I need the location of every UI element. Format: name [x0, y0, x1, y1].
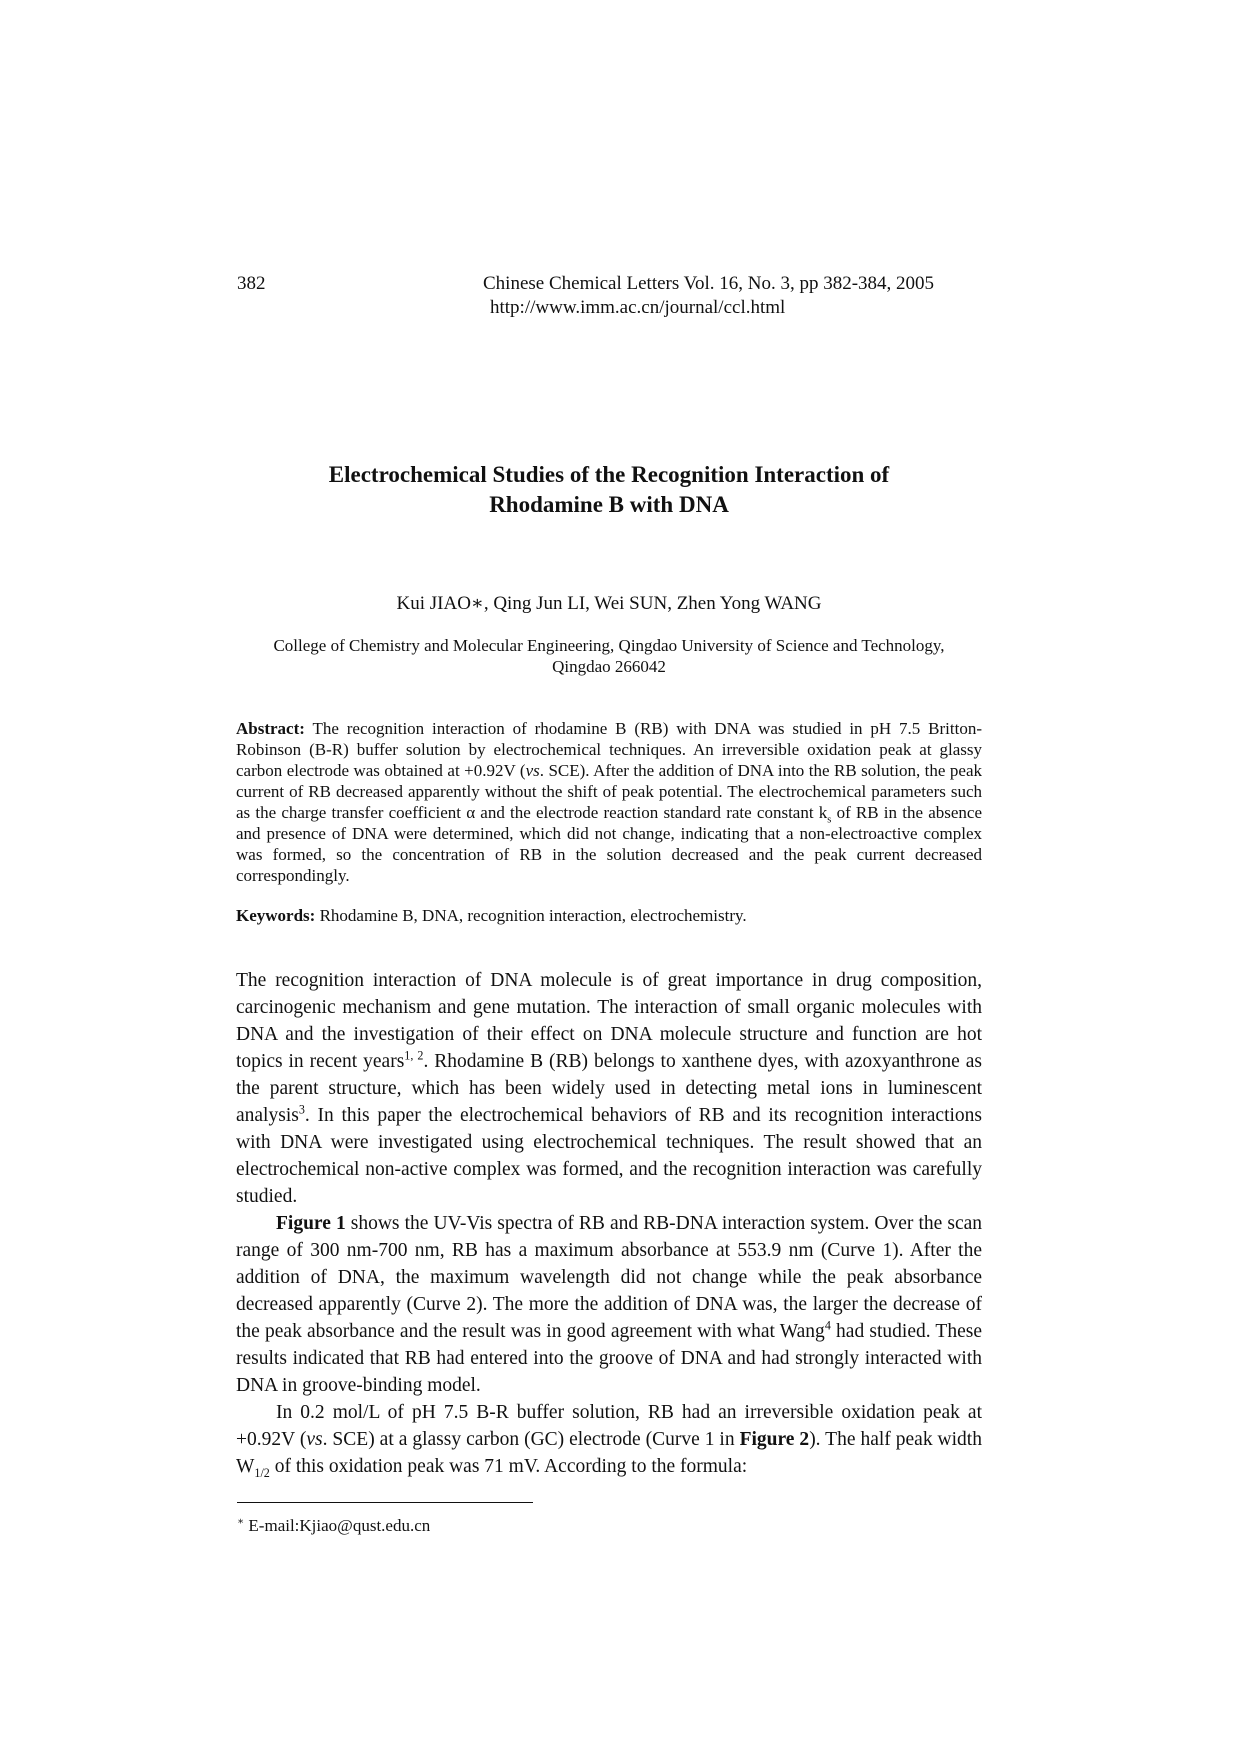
page-number: 382 — [237, 273, 266, 294]
p2-text-2: had studied. These results indicated that RB had entered into the groove of DNA and had strongly interacted with DNA in groove-binding model. — [236, 1321, 982, 1396]
author-list: Kui JIAO∗, Qing Jun LI, Wei SUN, Zhen Yong WANG — [396, 593, 822, 614]
keywords — [236, 905, 982, 926]
abstract-text: The recognition interaction of rhodamine B (RB) with DNA was studied in pH 7.5 Britton-Robinson (B-R) buffer solution by electrochemical techniques. An irreversible oxidation peak at glassy carbon electrode was obtained at +0.92V ( — [236, 719, 982, 780]
journal-url: http://www.imm.ac.cn/journal/ccl.html — [490, 297, 786, 318]
p3-text-3: ). The half peak width W — [236, 1429, 982, 1477]
footnote — [237, 1515, 430, 1537]
footnote-mark: ∗ — [237, 1516, 245, 1528]
p3-text-2: . SCE) at a glassy carbon (GC) electrode (Curve 1 in — [322, 1429, 740, 1450]
title-line-1: Electrochemical Studies of the Recognition Interaction of — [328, 462, 890, 487]
affiliation-line-2: Qingdao 266042 — [552, 657, 666, 676]
keywords-text: Rhodamine B, DNA, recognition interaction, electrochemistry. — [315, 906, 747, 925]
paper-title — [236, 460, 982, 520]
abstract-text-3: of RB in the absence and presence of DNA were determined, which did not change, indicating that a non-electroactive complex was formed, so the concentration of RB in the solution decreased and the peak current decreased correspondingly. — [236, 803, 982, 885]
abstract-text-2: . SCE). After the addition of DNA into the RB solution, the peak current of RB decreased apparently without the shift of peak potential. The electrochemical parameters such as the charge transfer coefficient α and the electrode reaction standard rate constant k — [236, 761, 982, 822]
body-text — [236, 967, 982, 1480]
citation-ref: 3 — [298, 1102, 305, 1117]
affiliation-line-1: College of Chemistry and Molecular Engineering, Qingdao University of Science and Technology, — [273, 636, 945, 655]
p3-text: In 0.2 mol/L of pH 7.5 B-R buffer solution, RB had an irreversible oxidation peak at +0.92V ( — [236, 1402, 982, 1450]
abstract-label: Abstract: — [236, 719, 305, 738]
journal-citation: Chinese Chemical Letters Vol. 16, No. 3, pp 382-384, 2005 — [483, 273, 935, 294]
paragraph-3 — [236, 1399, 982, 1480]
p1-text: The recognition interaction of DNA molecule is of great importance in drug composition, carcinogenic mechanism and gene mutation. The interaction of small organic molecules with DNA and the investigation of their effect on DNA molecule structure and function are hot topics in recent years — [236, 970, 982, 1072]
w-half-subscript: 1/2 — [254, 1465, 270, 1480]
abstract-ks-subscript: s — [827, 814, 832, 826]
figure-ref: Figure 2 — [739, 1429, 810, 1450]
keywords-label: Keywords: — [236, 906, 316, 925]
p3-vs: vs — [306, 1429, 323, 1450]
p2-text: shows the UV-Vis spectra of RB and RB-DNA interaction system. Over the scan range of 300 nm-700 nm, RB has a maximum absorbance at 553.9 nm (Curve 1). After the addition of DNA, the maximum wavelength did not change while the peak absorbance decreased apparently (Curve 2). The more the addition of DNA was, the larger the decrease of the peak absorbance and the result was in good agreement with what Wang — [236, 1213, 983, 1342]
p1-text-3: . In this paper the electrochemical behaviors of RB and its recognition interactions with DNA were investigated using electrochemical techniques. The result showed that an electrochemical non-active complex was formed, and the recognition interaction was carefully studied. — [236, 1105, 982, 1207]
paragraph-1 — [236, 967, 982, 1210]
abstract-vs: vs — [525, 761, 540, 780]
footnote-divider — [237, 1502, 533, 1503]
p3-text-4: of this oxidation peak was 71 mV. According to the formula: — [269, 1456, 748, 1477]
paragraph-2 — [236, 1210, 982, 1399]
title-line-2: Rhodamine B with DNA — [489, 492, 729, 517]
affiliation — [236, 635, 982, 677]
p1-text-2: . Rhodamine B (RB) belongs to xanthene dyes, with azoxyanthrone as the parent structure, which has been widely used in detecting metal ions in luminescent analysis — [236, 1051, 983, 1126]
footnote-email: E-mail:Kjiao@qust.edu.cn — [244, 1516, 431, 1535]
citation-ref: 4 — [824, 1318, 831, 1333]
figure-ref: Figure 1 — [276, 1213, 346, 1234]
citation-ref: 1, 2 — [404, 1048, 424, 1063]
abstract — [236, 718, 982, 886]
